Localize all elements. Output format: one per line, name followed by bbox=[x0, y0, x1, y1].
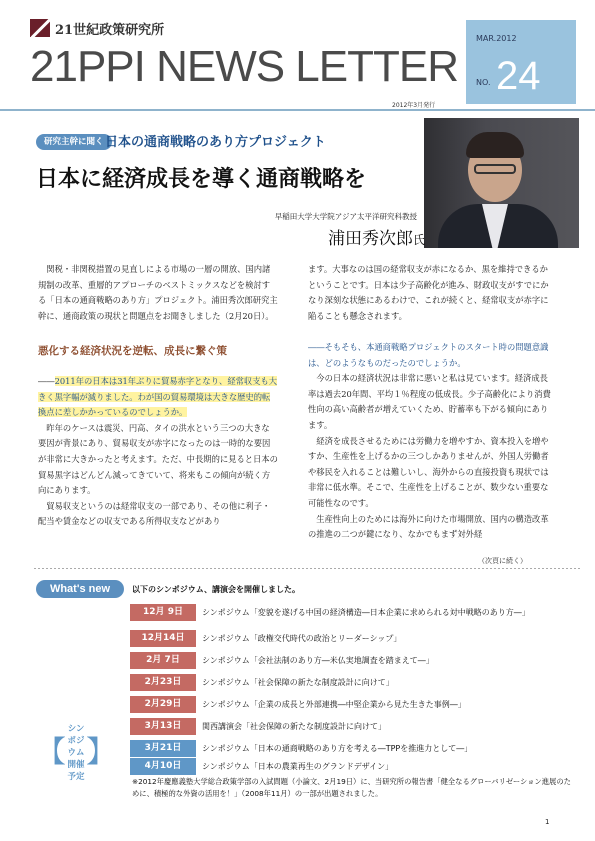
answer-2: 貿易収支というのは経常収支の一部であり、その他に利子・配当や賃金などの収支である所得収支などがあり bbox=[38, 500, 271, 527]
answer-1: 昨年のケースは震災、円高、タイの洪水という三つの大きな要因が背景にあり、貿易収支が赤字になったのは一時的な要因が非常に大きかったと考えます。ただ、中長期的に見ると日本の貿易黒字はどんどん減ってきていて、将来もこの傾向が続く方向にあります。 bbox=[38, 422, 278, 496]
event-date: 12月 9日 bbox=[130, 604, 196, 621]
event-row bbox=[130, 652, 562, 669]
answer-5: 生産性向上のためには海外に向けた市場開放、国内の構造改革の推進の二つが鍵になり、なかでもまず対外経 bbox=[308, 513, 549, 540]
article-column-right bbox=[308, 262, 555, 543]
event-title: シンポジウム「変貌を遂げる中国の経済構造―日本企業に求められる対中戦略のあり方―」 bbox=[202, 608, 530, 617]
project-title: 日本の通商戦略のあり方プロジェクト bbox=[105, 135, 326, 150]
event-title: シンポジウム「会社法制のあり方―米仏実地調査を踏まえて―」 bbox=[202, 656, 434, 665]
upcoming-label-line2: 開催予定 bbox=[67, 760, 85, 782]
issue-box bbox=[466, 20, 576, 104]
upcoming-event-row bbox=[130, 740, 562, 757]
upcoming-label bbox=[36, 724, 116, 782]
event-title: シンポジウム「企業の成長と外部連携―中堅企業から見た生きた事例―」 bbox=[202, 700, 466, 709]
question-1 bbox=[38, 374, 278, 421]
answer-4: 経済を成長させるためには労働力を増やすか、資本投入を増やすか、生産性を上げるかの三つしかありませんが、外国人労働者や移民を入れることは難しいし、海外からの直接投資も現状では非常に低水準。そこで、生産性を上げることが、数少ない重要な可能性なのです。 bbox=[308, 435, 549, 508]
article-column-left bbox=[38, 262, 278, 530]
event-title: シンポジウム「政権交代時代の政治とリーダーシップ」 bbox=[202, 634, 402, 643]
event-date: 2月23日 bbox=[130, 674, 196, 691]
author-name bbox=[328, 224, 425, 249]
event-date: 2月29日 bbox=[130, 696, 196, 713]
upcoming-event-title: シンポジウム「日本の通商戦略のあり方を考える―TPPを推進力として―」 bbox=[202, 744, 473, 753]
author-affiliation: 早稲田大学大学院アジア太平洋研究科教授 bbox=[274, 212, 417, 221]
page-number: 1 bbox=[545, 818, 550, 826]
upcoming-event-title: シンポジウム「日本の農業再生のグランドデザイン」 bbox=[202, 762, 394, 771]
interview-tag: 研究主幹に聞く bbox=[36, 134, 112, 150]
masthead-title: 21PPI NEWS LETTER bbox=[30, 42, 459, 91]
event-date: 3月13日 bbox=[130, 718, 196, 735]
logo bbox=[30, 18, 164, 38]
continued-note: （次頁に続く） bbox=[478, 557, 527, 565]
answer-2-cont: ます。大事なのは国の経常収支が赤になるか、黒を維持できるかということです。日本は少子高齢化が進み、財政収支がすでにかなり深刻な状態にあるわけで、これが続くと、経常収支が赤字に陥ることも懸念されます。 bbox=[308, 264, 549, 321]
upcoming-event-date: 4月10日 bbox=[130, 758, 196, 775]
author-photo bbox=[424, 118, 579, 248]
event-title: シンポジウム「社会保障の新たな制度設計に向けて」 bbox=[202, 678, 394, 687]
issue-number-label: NO. bbox=[476, 78, 491, 87]
article-intro: 関税・非関税措置の見直しによる市場の一層の開放、国内諸規制の改革、重層的アプローチのベストミックスなどを検討する「日本の通商戦略のあり方」プロジェクト。浦田秀次郎研究主幹に、通商政策の現状と問題点をお聞きしました（2月20日）。 bbox=[38, 264, 278, 321]
event-date: 12月14日 bbox=[130, 630, 196, 647]
event-row bbox=[130, 718, 562, 735]
event-row bbox=[130, 696, 562, 713]
author-honorific: 氏 bbox=[412, 233, 425, 247]
whats-new-badge: What's new bbox=[36, 580, 124, 598]
event-title: 関西講演会「社会保障の新たな制度設計に向けて」 bbox=[202, 722, 386, 731]
event-row bbox=[130, 674, 562, 691]
upcoming-event-row bbox=[130, 758, 562, 775]
issue-month: MAR.2012 bbox=[476, 34, 517, 43]
question-2: ――そもそも、本通商戦略プロジェクトのスタート時の問題意識は、どのようなものだったのでしょうか。 bbox=[308, 341, 549, 368]
section-divider bbox=[34, 568, 580, 569]
event-date: 2月 7日 bbox=[130, 652, 196, 669]
answer-3: 今の日本の経済状況は非常に悪いと私は見ています。経済成長率は過去20年間、平均１％程度の低成長。少子高齢化により消費性向の高い高齢者が増えていくため、貯蓄率も下がる傾向にあります。 bbox=[308, 373, 551, 430]
issue-number: 24 bbox=[496, 54, 541, 98]
upcoming-event-date: 3月21日 bbox=[130, 740, 196, 757]
question-dash: ―― bbox=[38, 375, 55, 386]
bracket-right-icon: 】 bbox=[86, 735, 116, 770]
footnote: ※2012年慶應義塾大学総合政策学部の入試問題（小論文、2月19日）に、当研究所の報告書「健全なるグローバリゼーション進展のために、積極的な外資の活用を！」（2008年11月）の一部が出題されました。 bbox=[132, 777, 571, 798]
whats-new-intro: 以下のシンポジウム、講演会を開催しました。 bbox=[132, 585, 300, 594]
event-row bbox=[130, 604, 562, 621]
article-headline: 日本に経済成長を導く通商戦略を bbox=[36, 166, 367, 192]
issue-date: 2012年3月発行 bbox=[392, 102, 436, 109]
logo-text: 21世紀政策研究所 bbox=[55, 22, 165, 38]
article-subhead: 悪化する経済状況を逆転、成長に繋ぐ策 bbox=[38, 345, 227, 358]
question-1-text: 2011年の日本は31年ぶりに貿易赤字となり、経常収支も大きく黒字幅が減りました。わが国の貿易環境は大きな歴史的転換点に差しかかっているのでしょうか。 bbox=[38, 375, 278, 418]
logo-mark-icon bbox=[30, 19, 50, 37]
event-row bbox=[130, 630, 562, 647]
bracket-left-icon: 【 bbox=[36, 735, 66, 770]
header-divider bbox=[0, 109, 595, 111]
upcoming-label-line1: シンポジウム bbox=[67, 724, 85, 758]
author-name-text: 浦田秀次郎 bbox=[327, 229, 413, 249]
upcoming-label-text bbox=[66, 723, 86, 783]
